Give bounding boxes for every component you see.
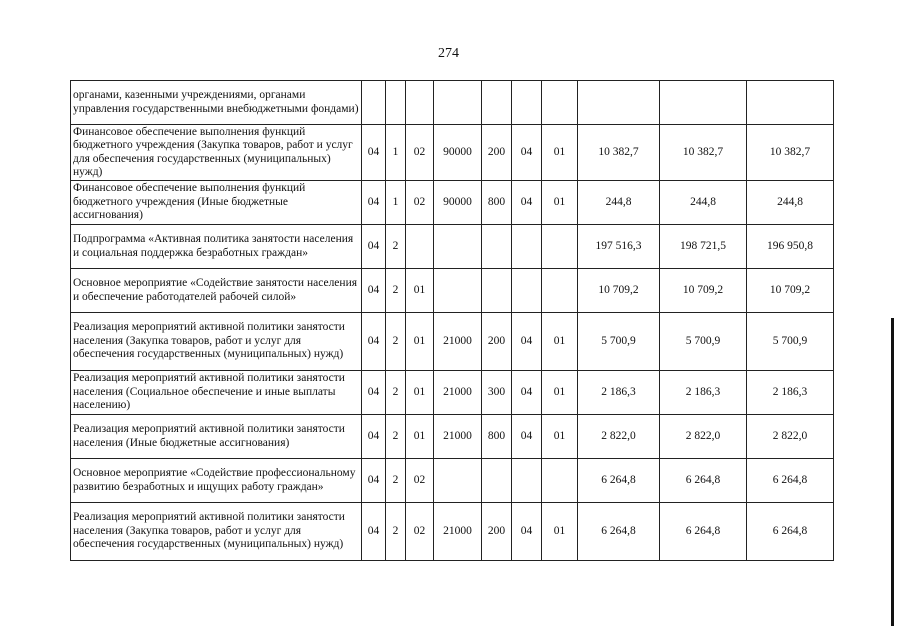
table-row	[71, 371, 834, 415]
code-cell-1	[362, 81, 386, 125]
code-cell-6: 04	[512, 181, 542, 225]
amount-cell-1: 5 700,9	[578, 313, 660, 371]
code-cell-3	[406, 225, 434, 269]
code-cell-7	[542, 459, 578, 503]
code-cell-4: 21000	[434, 313, 482, 371]
code-cell-5: 300	[482, 371, 512, 415]
code-cell-7: 01	[542, 181, 578, 225]
scan-edge-bar	[891, 318, 894, 626]
code-cell-3: 02	[406, 125, 434, 181]
row-name-cell: органами, казенными учреждениями, органами управления государственными внебюджетными фондами)	[71, 81, 362, 125]
code-cell-2: 2	[386, 225, 406, 269]
code-cell-5	[482, 459, 512, 503]
code-cell-4: 21000	[434, 371, 482, 415]
code-cell-5: 200	[482, 125, 512, 181]
code-cell-7	[542, 225, 578, 269]
code-cell-4: 90000	[434, 125, 482, 181]
code-cell-1: 04	[362, 181, 386, 225]
amount-cell-2: 6 264,8	[660, 503, 747, 561]
row-name-cell: Реализация мероприятий активной политики занятости населения (Иные бюджетные ассигнования)	[71, 415, 362, 459]
amount-cell-3: 6 264,8	[747, 503, 834, 561]
row-name-cell: Основное мероприятие «Содействие занятости населения и обеспечение работодателей рабочей силой»	[71, 269, 362, 313]
amount-cell-3: 5 700,9	[747, 313, 834, 371]
amount-cell-3	[747, 81, 834, 125]
table-row	[71, 415, 834, 459]
code-cell-5	[482, 269, 512, 313]
code-cell-2: 2	[386, 459, 406, 503]
code-cell-7: 01	[542, 503, 578, 561]
table-row	[71, 225, 834, 269]
table-row	[71, 459, 834, 503]
code-cell-1: 04	[362, 415, 386, 459]
amount-cell-1: 197 516,3	[578, 225, 660, 269]
code-cell-3: 02	[406, 459, 434, 503]
code-cell-4	[434, 81, 482, 125]
amount-cell-3: 2 822,0	[747, 415, 834, 459]
amount-cell-3: 244,8	[747, 181, 834, 225]
code-cell-5: 800	[482, 415, 512, 459]
code-cell-4	[434, 269, 482, 313]
code-cell-1: 04	[362, 503, 386, 561]
page-number: 274	[438, 46, 459, 61]
table-row	[71, 181, 834, 225]
code-cell-5: 200	[482, 503, 512, 561]
code-cell-7: 01	[542, 371, 578, 415]
row-name-cell: Реализация мероприятий активной политики занятости населения (Закупка товаров, работ и услуг для обеспечения государственных (муниципальных) нужд)	[71, 313, 362, 371]
amount-cell-3: 2 186,3	[747, 371, 834, 415]
code-cell-2: 2	[386, 415, 406, 459]
code-cell-1: 04	[362, 313, 386, 371]
code-cell-6	[512, 81, 542, 125]
code-cell-3: 01	[406, 269, 434, 313]
code-cell-6: 04	[512, 371, 542, 415]
code-cell-2: 2	[386, 313, 406, 371]
row-name-cell: Основное мероприятие «Содействие профессиональному развитию безработных и ищущих работу граждан»	[71, 459, 362, 503]
amount-cell-2: 2 186,3	[660, 371, 747, 415]
table-body	[71, 81, 834, 561]
code-cell-6: 04	[512, 503, 542, 561]
amount-cell-3: 196 950,8	[747, 225, 834, 269]
row-name-cell: Подпрограмма «Активная политика занятости населения и социальная поддержка безработных граждан»	[71, 225, 362, 269]
code-cell-7: 01	[542, 415, 578, 459]
code-cell-5: 800	[482, 181, 512, 225]
code-cell-2: 2	[386, 371, 406, 415]
amount-cell-2: 10 709,2	[660, 269, 747, 313]
amount-cell-1: 10 709,2	[578, 269, 660, 313]
amount-cell-2: 6 264,8	[660, 459, 747, 503]
code-cell-3: 01	[406, 313, 434, 371]
code-cell-6: 04	[512, 125, 542, 181]
amount-cell-2: 244,8	[660, 181, 747, 225]
code-cell-3	[406, 81, 434, 125]
code-cell-6: 04	[512, 313, 542, 371]
table-row	[71, 503, 834, 561]
row-name-cell: Реализация мероприятий активной политики занятости населения (Закупка товаров, работ и услуг для обеспечения государственных (муниципальных) нужд)	[71, 503, 362, 561]
amount-cell-1: 10 382,7	[578, 125, 660, 181]
code-cell-7: 01	[542, 313, 578, 371]
code-cell-1: 04	[362, 371, 386, 415]
table-row	[71, 125, 834, 181]
code-cell-1: 04	[362, 225, 386, 269]
row-name-cell: Финансовое обеспечение выполнения функций бюджетного учреждения (Закупка товаров, работ и услуг для обеспечения государственных (муниципальных) нужд)	[71, 125, 362, 181]
code-cell-4	[434, 459, 482, 503]
table-row	[71, 81, 834, 125]
code-cell-6	[512, 225, 542, 269]
amount-cell-3: 6 264,8	[747, 459, 834, 503]
amount-cell-1	[578, 81, 660, 125]
amount-cell-2: 10 382,7	[660, 125, 747, 181]
amount-cell-1: 2 186,3	[578, 371, 660, 415]
code-cell-5	[482, 225, 512, 269]
amount-cell-3: 10 382,7	[747, 125, 834, 181]
code-cell-6	[512, 459, 542, 503]
code-cell-4: 90000	[434, 181, 482, 225]
code-cell-3: 02	[406, 503, 434, 561]
amount-cell-1: 244,8	[578, 181, 660, 225]
code-cell-3: 02	[406, 181, 434, 225]
code-cell-1: 04	[362, 125, 386, 181]
row-name-cell: Реализация мероприятий активной политики занятости населения (Социальное обеспечение и иные выплаты населению)	[71, 371, 362, 415]
code-cell-6: 04	[512, 415, 542, 459]
row-name-cell: Финансовое обеспечение выполнения функций бюджетного учреждения (Иные бюджетные ассигнования)	[71, 181, 362, 225]
table-row	[71, 269, 834, 313]
amount-cell-2	[660, 81, 747, 125]
code-cell-6	[512, 269, 542, 313]
code-cell-1: 04	[362, 459, 386, 503]
amount-cell-1: 6 264,8	[578, 459, 660, 503]
amount-cell-2: 2 822,0	[660, 415, 747, 459]
code-cell-7	[542, 81, 578, 125]
code-cell-5: 200	[482, 313, 512, 371]
code-cell-2: 2	[386, 503, 406, 561]
code-cell-2: 2	[386, 269, 406, 313]
code-cell-2: 1	[386, 181, 406, 225]
code-cell-7	[542, 269, 578, 313]
code-cell-7: 01	[542, 125, 578, 181]
amount-cell-1: 2 822,0	[578, 415, 660, 459]
amount-cell-3: 10 709,2	[747, 269, 834, 313]
code-cell-5	[482, 81, 512, 125]
code-cell-2: 1	[386, 125, 406, 181]
code-cell-4: 21000	[434, 415, 482, 459]
code-cell-4	[434, 225, 482, 269]
code-cell-4: 21000	[434, 503, 482, 561]
code-cell-3: 01	[406, 415, 434, 459]
code-cell-3: 01	[406, 371, 434, 415]
budget-table	[70, 80, 834, 561]
amount-cell-1: 6 264,8	[578, 503, 660, 561]
table-row	[71, 313, 834, 371]
amount-cell-2: 5 700,9	[660, 313, 747, 371]
amount-cell-2: 198 721,5	[660, 225, 747, 269]
code-cell-2	[386, 81, 406, 125]
code-cell-1: 04	[362, 269, 386, 313]
